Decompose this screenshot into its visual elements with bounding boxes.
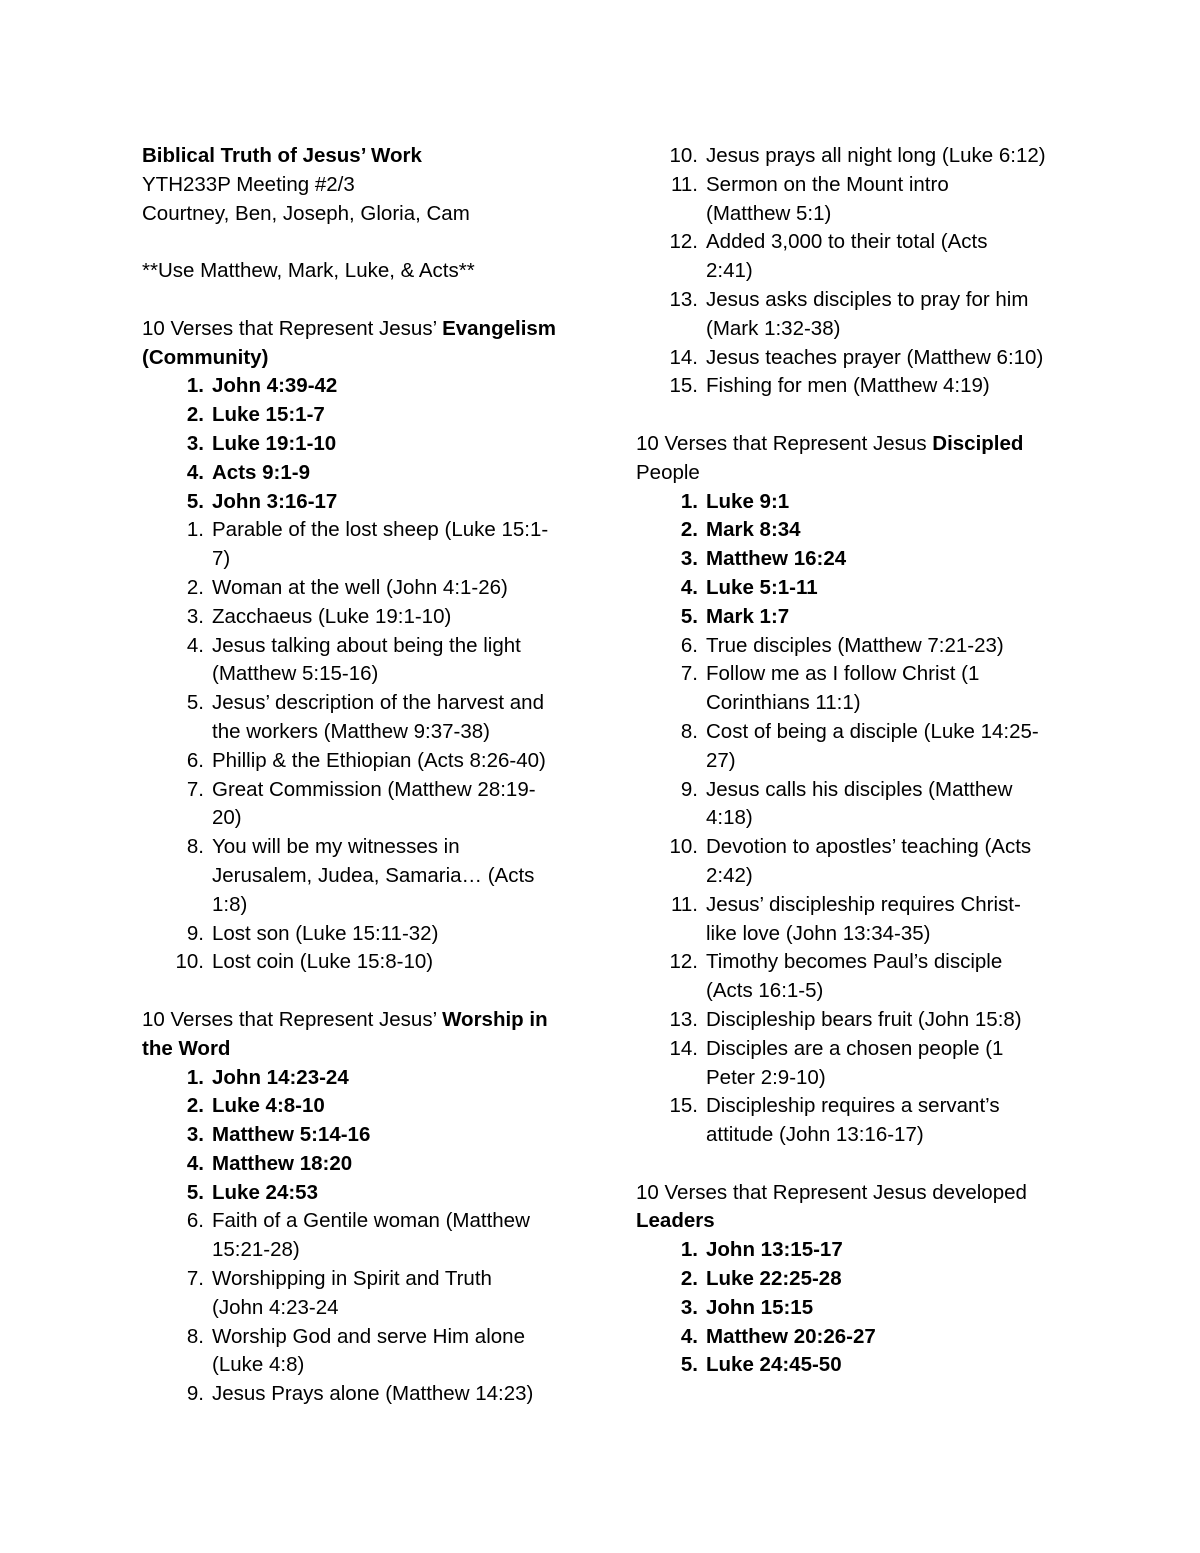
- list-item: [142, 920, 582, 949]
- list-item-line: Lost son (Luke 15:11-32): [212, 921, 439, 945]
- list-item-line: Peter 2:9-10): [706, 1065, 826, 1089]
- list-item-text: [706, 1006, 1066, 1035]
- list-item: [142, 1207, 582, 1265]
- list-item-number: 1.: [186, 1065, 204, 1089]
- list-item-number: 12.: [669, 230, 698, 254]
- list-item: [142, 516, 582, 574]
- list-item: [142, 1323, 582, 1381]
- list-item-text: [212, 574, 582, 603]
- list-item: [142, 372, 582, 401]
- list-item-text: [212, 948, 582, 977]
- list-item-line: (Matthew 5:1): [706, 201, 832, 225]
- list-item-text: John 4:39-42: [212, 374, 338, 398]
- list-item-number: 3.: [680, 547, 698, 571]
- list-item-text: [706, 142, 1066, 171]
- list-item-line: Follow me as I follow Christ (1: [706, 662, 980, 686]
- list-item-text: [706, 891, 1066, 949]
- list-item: [636, 1265, 1066, 1294]
- list-item-number: 13.: [669, 1007, 698, 1031]
- list-item: [142, 948, 582, 977]
- spacer: [636, 401, 1066, 430]
- list-item-line: Worship God and serve Him alone: [212, 1324, 525, 1348]
- list-item-line: 2:42): [706, 863, 753, 887]
- list-item-number: 4.: [680, 575, 698, 599]
- list-item-number: 1.: [186, 374, 204, 398]
- list-item-line: Faith of a Gentile woman (Matthew: [212, 1209, 530, 1233]
- members-list: Courtney, Ben, Joseph, Gloria, Cam: [142, 201, 470, 225]
- list-item: [142, 747, 582, 776]
- list-item: [142, 632, 582, 690]
- list-item-line: Lost coin (Luke 15:8-10): [212, 950, 434, 974]
- list-item-text: Acts 9:1-9: [212, 460, 310, 484]
- document-title: Biblical Truth of Jesus’ Work: [142, 144, 422, 167]
- list-item-line: Jesus Prays alone (Matthew 14:23): [212, 1382, 534, 1406]
- evangelism-heading-line2: (Community): [142, 345, 269, 369]
- list-item: [636, 545, 1066, 574]
- spacer: [142, 228, 582, 257]
- list-item-number: 14.: [669, 1036, 698, 1060]
- worship-heading-line2: the Word: [142, 1036, 231, 1060]
- list-item-number: 14.: [669, 345, 698, 369]
- list-item-line: (Acts 16:1-5): [706, 979, 824, 1003]
- list-item-number: 11.: [671, 892, 698, 916]
- list-item-text: [706, 372, 1066, 401]
- list-item-text: Luke 22:25-28: [706, 1267, 842, 1291]
- list-item-number: 1.: [680, 1238, 698, 1262]
- list-item-text: Luke 5:1-11: [706, 575, 818, 599]
- evangelism-heading: 10 Verses that Represent Jesus’ Evangelism: [142, 316, 557, 340]
- list-item-number: 6.: [186, 1209, 204, 1233]
- list-item-line: Worshipping in Spirit and Truth: [212, 1267, 492, 1291]
- list-item-text: Luke 24:45-50: [706, 1353, 842, 1377]
- worship-heading: 10 Verses that Represent Jesus’ Worship in: [142, 1007, 548, 1031]
- list-item-text: [212, 632, 582, 690]
- list-item-number: 12.: [669, 950, 698, 974]
- list-item-text: [212, 689, 582, 747]
- list-item-text: Mark 1:7: [706, 604, 790, 628]
- list-item-text: Luke 4:8-10: [212, 1094, 325, 1118]
- list-item: [142, 1380, 582, 1409]
- list-item-text: [212, 1323, 582, 1381]
- list-item: [142, 1179, 582, 1208]
- list-item-number: 15.: [669, 374, 698, 398]
- list-item-number: 5.: [186, 1180, 204, 1204]
- list-item-number: 3.: [186, 604, 204, 628]
- list-item-number: 7.: [680, 662, 698, 686]
- list-item-number: 7.: [186, 1267, 204, 1291]
- evangelism-description-list: [142, 516, 582, 977]
- list-item: [142, 488, 582, 517]
- list-item-text: [212, 747, 582, 776]
- list-item-number: 2.: [680, 1267, 698, 1291]
- list-item-text: Luke 15:1-7: [212, 403, 325, 427]
- list-item: [636, 1294, 1066, 1323]
- list-item: [636, 286, 1066, 344]
- list-item: [142, 401, 582, 430]
- leaders-heading-line2: Leaders: [636, 1209, 715, 1233]
- list-item-text: Luke 24:53: [212, 1180, 318, 1204]
- list-item-text: [706, 1092, 1066, 1150]
- right-column: [636, 142, 1066, 1380]
- list-item-number: 2.: [680, 518, 698, 542]
- spacer: [142, 286, 582, 315]
- list-item-text: [212, 920, 582, 949]
- list-item-line: Jesus talking about being the light: [212, 633, 521, 657]
- list-item: [636, 603, 1066, 632]
- list-item-line: 15:21-28): [212, 1238, 300, 1262]
- leaders-reference-list: [636, 1236, 1066, 1380]
- list-item-line: Jesus asks disciples to pray for him: [706, 287, 1029, 311]
- list-item-text: [706, 344, 1066, 373]
- list-item: [142, 430, 582, 459]
- list-item-number: 5.: [186, 489, 204, 513]
- list-item-line: Cost of being a disciple (Luke 14:25-: [706, 719, 1039, 743]
- list-item-text: John 3:16-17: [212, 489, 338, 513]
- list-item-text: Luke 19:1-10: [212, 431, 337, 455]
- list-item-text: [212, 1380, 582, 1409]
- list-item: [636, 1006, 1066, 1035]
- list-item-line: Jesus calls his disciples (Matthew: [706, 777, 1013, 801]
- list-item: [142, 1121, 582, 1150]
- list-item-text: [212, 1207, 582, 1265]
- list-item-text: Matthew 5:14-16: [212, 1123, 371, 1147]
- list-item-number: 9.: [186, 1382, 204, 1406]
- spacer: [142, 977, 582, 1006]
- list-item-number: 1.: [680, 489, 698, 513]
- list-item-text: Luke 9:1: [706, 489, 790, 513]
- list-item: [636, 516, 1066, 545]
- list-item-number: 10.: [669, 144, 698, 167]
- evangelism-section: [142, 315, 582, 977]
- list-item-number: 15.: [669, 1094, 698, 1118]
- list-item-number: 5.: [680, 1353, 698, 1377]
- list-item-text: [212, 1265, 582, 1323]
- evangelism-reference-list: [142, 372, 582, 516]
- list-item-text: [706, 1035, 1066, 1093]
- list-item: [636, 1035, 1066, 1093]
- list-item-text: [706, 171, 1066, 229]
- list-item: [636, 833, 1066, 891]
- list-item-text: [212, 516, 582, 574]
- list-item: [636, 948, 1066, 1006]
- list-item-text: [706, 632, 1066, 661]
- list-item-number: 2.: [186, 1094, 204, 1118]
- leaders-heading: 10 Verses that Represent Jesus developed: [636, 1180, 1027, 1204]
- list-item: [636, 660, 1066, 718]
- list-item-text: [212, 603, 582, 632]
- list-item-number: 10.: [175, 950, 204, 974]
- list-item: [636, 488, 1066, 517]
- list-item: [142, 1150, 582, 1179]
- list-item-number: 8.: [680, 719, 698, 743]
- list-item-number: 11.: [671, 172, 698, 196]
- list-item-number: 3.: [186, 1123, 204, 1147]
- list-item: [636, 372, 1066, 401]
- list-item-number: 5.: [680, 604, 698, 628]
- list-item-line: like love (John 13:34-35): [706, 921, 931, 945]
- list-item-line: Jesus’ description of the harvest and: [212, 691, 544, 715]
- list-item-number: 7.: [186, 777, 204, 801]
- discipled-heading: 10 Verses that Represent Jesus Discipled: [636, 431, 1024, 455]
- list-item-number: 3.: [680, 1295, 698, 1319]
- worship-section: [142, 1006, 582, 1409]
- list-item-number: 4.: [186, 1151, 204, 1175]
- list-item-line: Sermon on the Mount intro: [706, 172, 949, 196]
- list-item-number: 8.: [186, 835, 204, 859]
- list-item-line: Jesus’ discipleship requires Christ-: [706, 892, 1021, 916]
- list-item-number: 9.: [186, 921, 204, 945]
- list-item-number: 2.: [186, 403, 204, 427]
- list-item-text: [706, 718, 1066, 776]
- list-item-text: Mark 8:34: [706, 518, 801, 542]
- list-item-line: (John 4:23-24: [212, 1295, 339, 1319]
- spacer: [636, 1150, 1066, 1179]
- list-item-number: 8.: [186, 1324, 204, 1348]
- list-item-number: 6.: [680, 633, 698, 657]
- list-item-number: 6.: [186, 748, 204, 772]
- list-item: [636, 1351, 1066, 1380]
- list-item-line: (Luke 4:8): [212, 1353, 305, 1377]
- list-item: [142, 1064, 582, 1093]
- list-item: [636, 1236, 1066, 1265]
- list-item-line: Great Commission (Matthew 28:19-: [212, 777, 536, 801]
- list-item-line: Jesus prays all night long (Luke 6:12): [706, 144, 1046, 167]
- list-item-text: [706, 228, 1066, 286]
- list-item: [636, 632, 1066, 661]
- list-item-line: the workers (Matthew 9:37-38): [212, 719, 491, 743]
- list-item-text: John 13:15-17: [706, 1238, 843, 1262]
- list-item-number: 10.: [669, 835, 698, 859]
- list-item-line: Timothy becomes Paul’s disciple: [706, 950, 1003, 974]
- list-item: [636, 1323, 1066, 1352]
- list-item: [636, 171, 1066, 229]
- list-item-line: Fishing for men (Matthew 4:19): [706, 374, 990, 398]
- worship-reference-list: [142, 1064, 582, 1208]
- list-item-line: Disciples are a chosen people (1: [706, 1036, 1004, 1060]
- list-item-text: [706, 833, 1066, 891]
- list-item-line: Discipleship bears fruit (John 15:8): [706, 1007, 1022, 1031]
- list-item-line: 4:18): [706, 806, 753, 830]
- list-item-number: 9.: [680, 777, 698, 801]
- list-item-number: 4.: [186, 460, 204, 484]
- list-item-line: Corinthians 11:1): [706, 691, 861, 715]
- list-item: [636, 891, 1066, 949]
- meeting-label: YTH233P Meeting #2/3: [142, 172, 355, 196]
- list-item-line: Added 3,000 to their total (Acts: [706, 230, 988, 254]
- list-item-line: (Mark 1:32-38): [706, 316, 841, 340]
- list-item-text: John 14:23-24: [212, 1065, 349, 1089]
- list-item-text: [212, 776, 582, 834]
- list-item: [636, 228, 1066, 286]
- list-item: [636, 718, 1066, 776]
- list-item-text: Matthew 16:24: [706, 547, 847, 571]
- list-item: [142, 603, 582, 632]
- list-item-text: [212, 833, 582, 919]
- leaders-section: [636, 1179, 1066, 1381]
- list-item-line: 1:8): [212, 892, 248, 916]
- worship-description-list-left: [142, 1207, 582, 1409]
- list-item-number: 2.: [186, 575, 204, 599]
- list-item-number: 13.: [669, 287, 698, 311]
- list-item: [636, 1092, 1066, 1150]
- list-item: [142, 459, 582, 488]
- discipled-section: [636, 430, 1066, 1150]
- list-item: [142, 1265, 582, 1323]
- discipled-reference-list: [636, 488, 1066, 632]
- list-item-line: (Matthew 5:15-16): [212, 662, 379, 686]
- list-item: [636, 776, 1066, 834]
- list-item-line: 27): [706, 748, 736, 772]
- list-item-line: 2:41): [706, 259, 753, 283]
- list-item-text: Matthew 18:20: [212, 1151, 353, 1175]
- list-item-number: 1.: [186, 518, 204, 542]
- list-item-line: Jerusalem, Judea, Samaria… (Acts: [212, 863, 535, 887]
- list-item-number: 3.: [186, 431, 204, 455]
- list-item-text: John 15:15: [706, 1295, 814, 1319]
- list-item-line: attitude (John 13:16-17): [706, 1123, 924, 1147]
- left-column: [142, 142, 582, 1409]
- list-item-text: [706, 660, 1066, 718]
- list-item: [142, 574, 582, 603]
- instruction-note: **Use Matthew, Mark, Luke, & Acts**: [142, 259, 475, 283]
- list-item-line: You will be my witnesses in: [212, 835, 460, 859]
- list-item-line: Jesus teaches prayer (Matthew 6:10): [706, 345, 1044, 369]
- list-item: [142, 776, 582, 834]
- discipled-heading-line2: People: [636, 460, 700, 484]
- list-item-text: Matthew 20:26-27: [706, 1324, 876, 1348]
- list-item: [142, 1092, 582, 1121]
- list-item-line: Devotion to apostles’ teaching (Acts: [706, 835, 1032, 859]
- list-item-text: [706, 776, 1066, 834]
- list-item-line: Discipleship requires a servant’s: [706, 1094, 1000, 1118]
- list-item-number: 4.: [680, 1324, 698, 1348]
- list-item: [636, 142, 1066, 171]
- list-item: [142, 689, 582, 747]
- list-item-text: [706, 286, 1066, 344]
- list-item-number: 5.: [186, 691, 204, 715]
- list-item-line: 20): [212, 806, 242, 830]
- worship-description-list-right: [636, 142, 1066, 401]
- list-item-line: Zacchaeus (Luke 19:1-10): [212, 604, 452, 628]
- list-item-line: True disciples (Matthew 7:21-23): [706, 633, 1004, 657]
- list-item-line: 7): [212, 547, 231, 571]
- list-item-line: Phillip & the Ethiopian (Acts 8:26-40): [212, 748, 546, 772]
- discipled-description-list: [636, 632, 1066, 1150]
- list-item: [636, 574, 1066, 603]
- list-item-text: [706, 948, 1066, 1006]
- list-item-number: 4.: [186, 633, 204, 657]
- list-item: [636, 344, 1066, 373]
- list-item-line: Woman at the well (John 4:1-26): [212, 575, 508, 599]
- list-item: [142, 833, 582, 919]
- list-item-line: Parable of the lost sheep (Luke 15:1-: [212, 518, 549, 542]
